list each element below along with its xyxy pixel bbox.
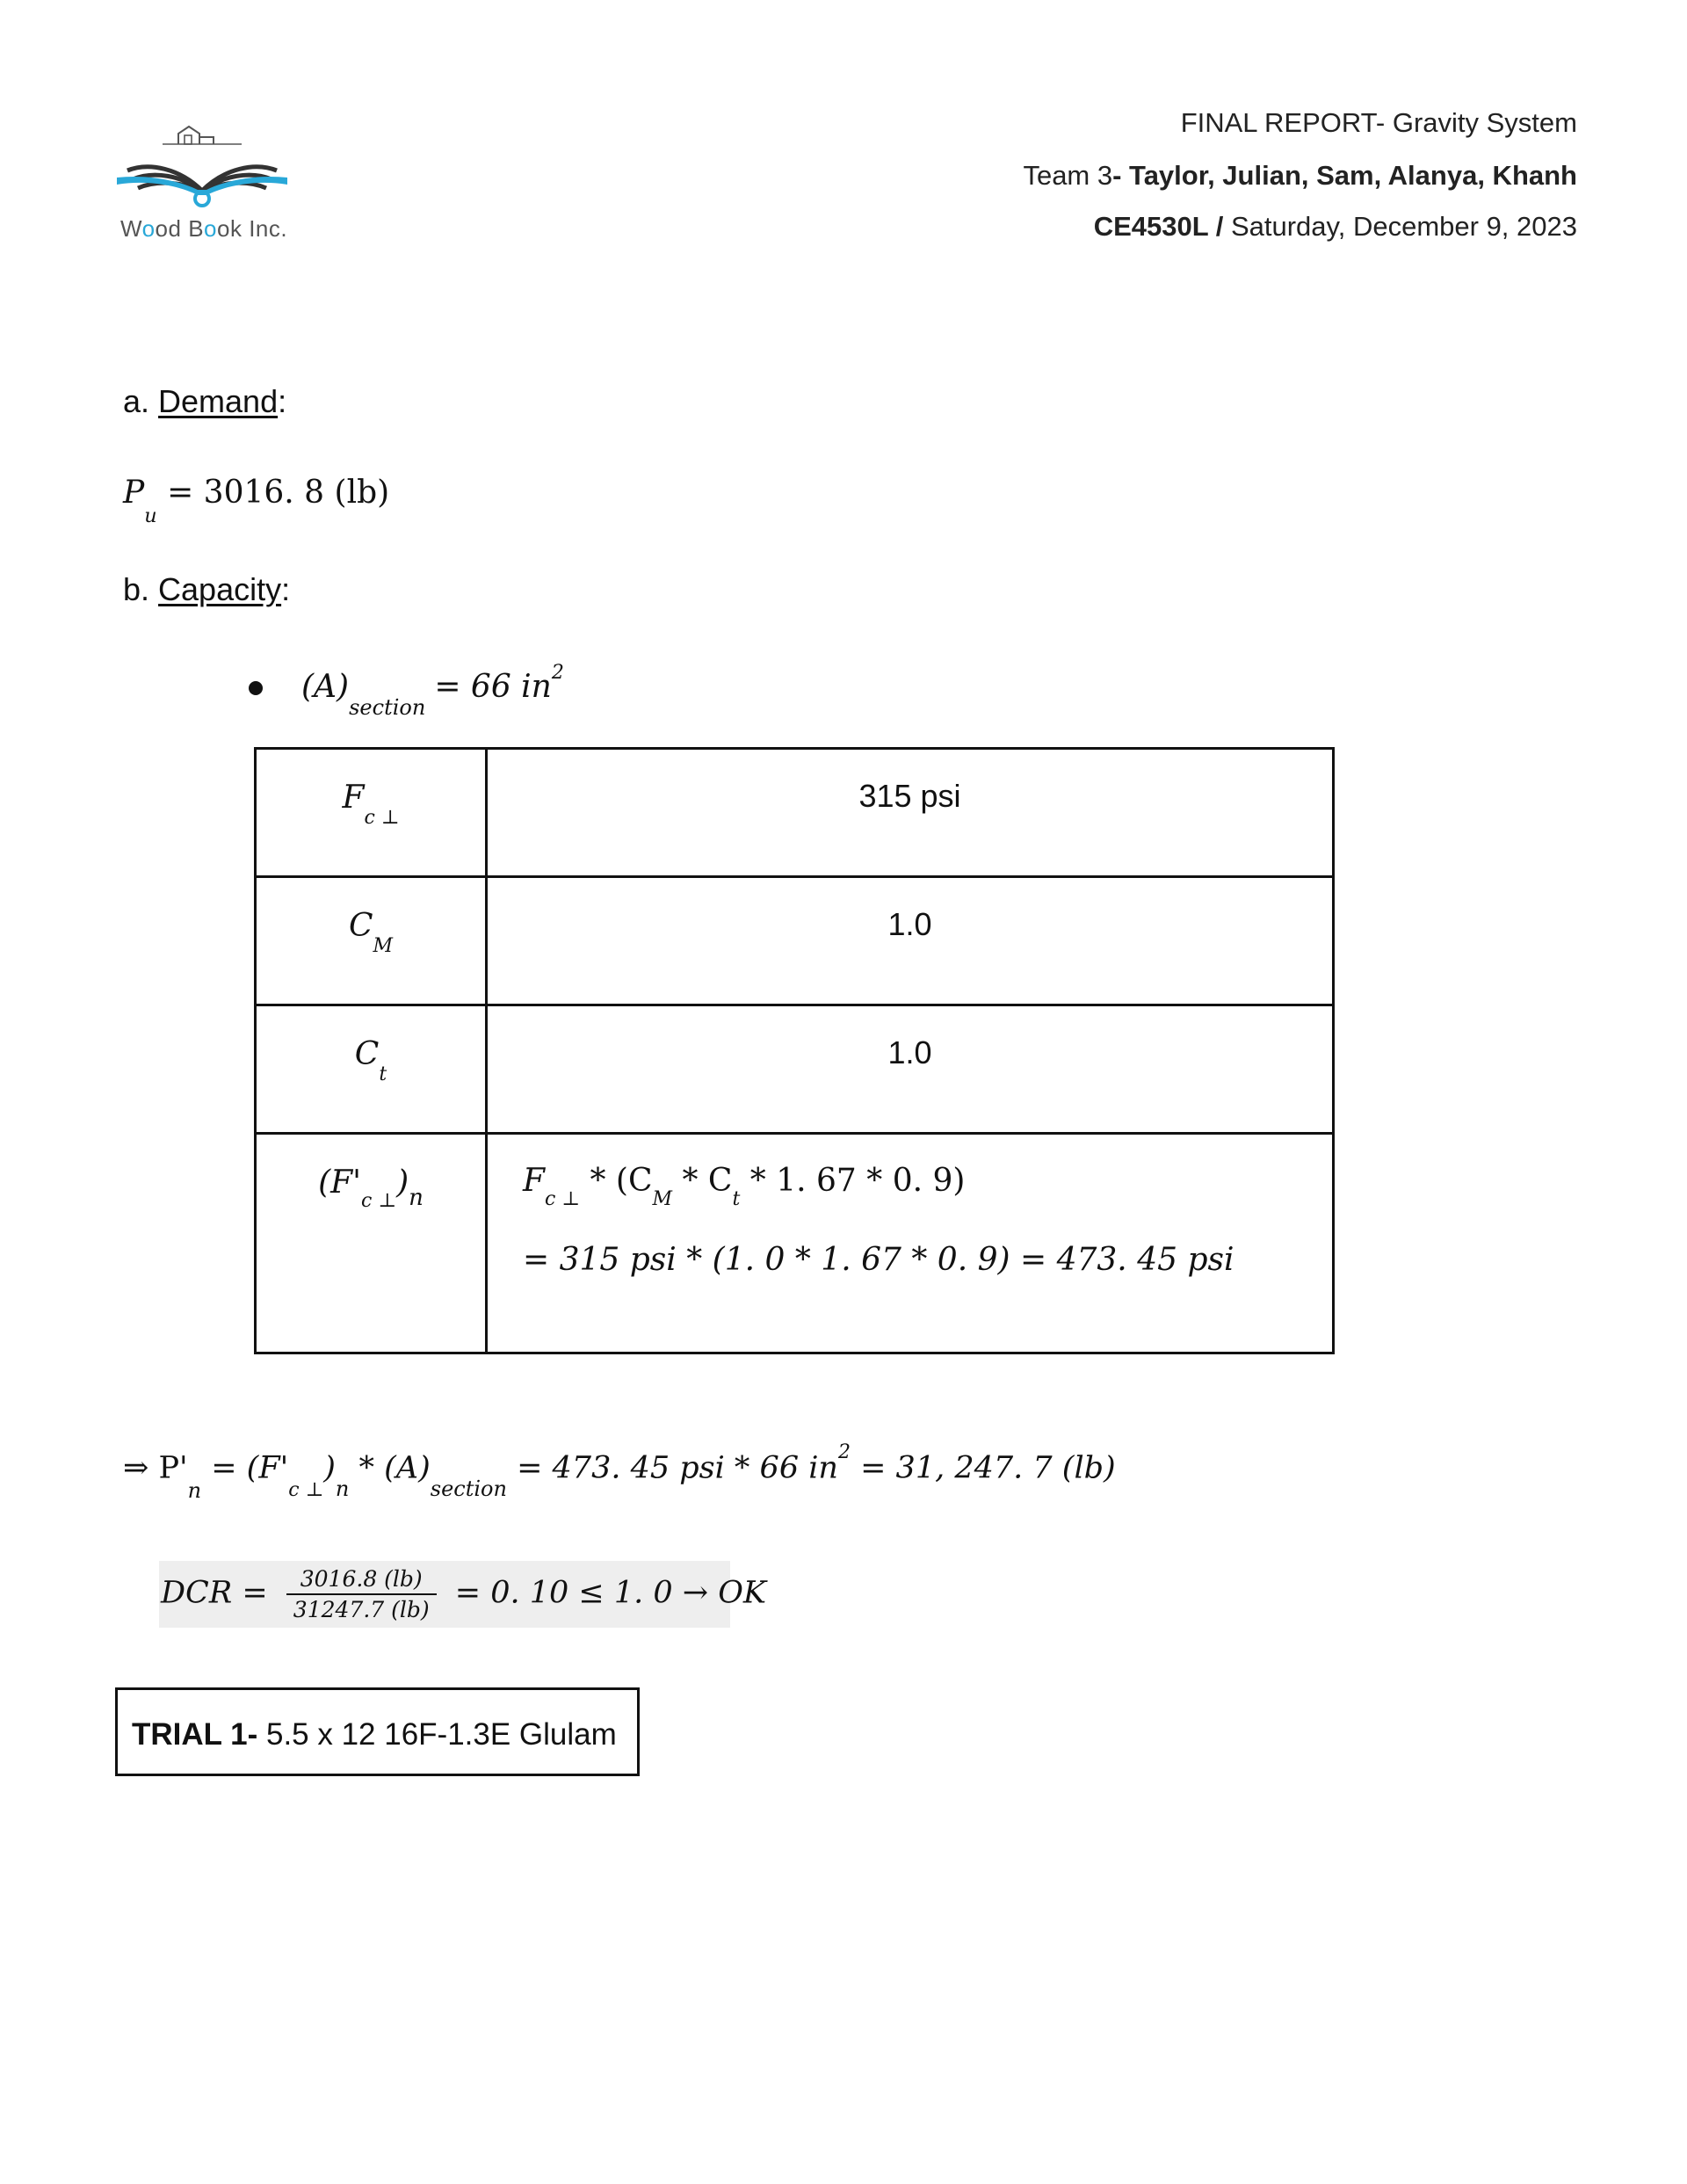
formula-line-1: $F_{c \perp} * (C_M * C_t * 1$. 67 * 0. 9) bbox=[523, 1163, 966, 1211]
table-row bbox=[256, 1005, 1334, 1134]
book-house-logo-icon bbox=[110, 107, 294, 213]
team-line: Team 3- Taylor, Julian, Sam, Alanya, Khanh bbox=[1023, 160, 1577, 191]
adjusted-formula bbox=[487, 1134, 1334, 1353]
adjusted-symbol: $(F'_{c \perp})_n$ bbox=[256, 1134, 487, 1353]
capacity-heading: b. Capacity: bbox=[123, 571, 291, 607]
formula-line-2: = 315 psi * (1. 0 * 1. 67 * 0. 9) = 473. 45 psi bbox=[523, 1242, 1234, 1279]
factor-symbol: $C_t$ bbox=[256, 1005, 487, 1134]
factor-symbol: $C_M$ bbox=[256, 877, 487, 1005]
dcr-box bbox=[159, 1561, 767, 1628]
table-row bbox=[256, 749, 1334, 877]
course-date-line: CE4530L / Saturday, December 9, 2023 bbox=[1093, 211, 1577, 242]
factor-value: 1.0 bbox=[487, 877, 1334, 1005]
dcr-fraction: $\frac{3016.8 (lb)}{31247.7 (lb)}$ bbox=[286, 1566, 437, 1622]
demand-equation: $P_u = 3016$. 8 (lb) bbox=[123, 475, 390, 528]
report-title: FINAL REPORT- Gravity System bbox=[1180, 107, 1577, 138]
nominal-capacity-equation: ⇒ $P'_n = (F'_{c \perp})_n * (A)_{section} = 473$. 45 psi * 66 $in^2 = 31$, 247. 7 (lb) bbox=[123, 1441, 1116, 1503]
bullet-icon bbox=[249, 681, 263, 695]
dcr-equation: DCR = $\frac{3016.8 (lb)}{31247.7 (lb)}$ = 0. 10 ≤ 1. 0 → OK bbox=[161, 1566, 767, 1622]
table-row bbox=[256, 1134, 1334, 1353]
logo-wordmark: Wood Book Inc. bbox=[120, 215, 288, 242]
factor-value: 315 psi bbox=[487, 749, 1334, 877]
company-logo bbox=[110, 107, 294, 242]
factor-value: 1.0 bbox=[487, 1005, 1334, 1134]
trial-section-box: TRIAL 1- 5.5 x 12 16F-1.3E Glulam bbox=[115, 1687, 640, 1776]
demand-heading: a. Demand: bbox=[123, 383, 287, 419]
area-bullet: $(A)_{section} = 66$ $in^2$ bbox=[249, 668, 564, 709]
factor-symbol: $F_{c \perp}$ bbox=[256, 749, 487, 877]
table-row bbox=[256, 877, 1334, 1005]
adjustment-factors-table bbox=[254, 747, 1335, 1354]
